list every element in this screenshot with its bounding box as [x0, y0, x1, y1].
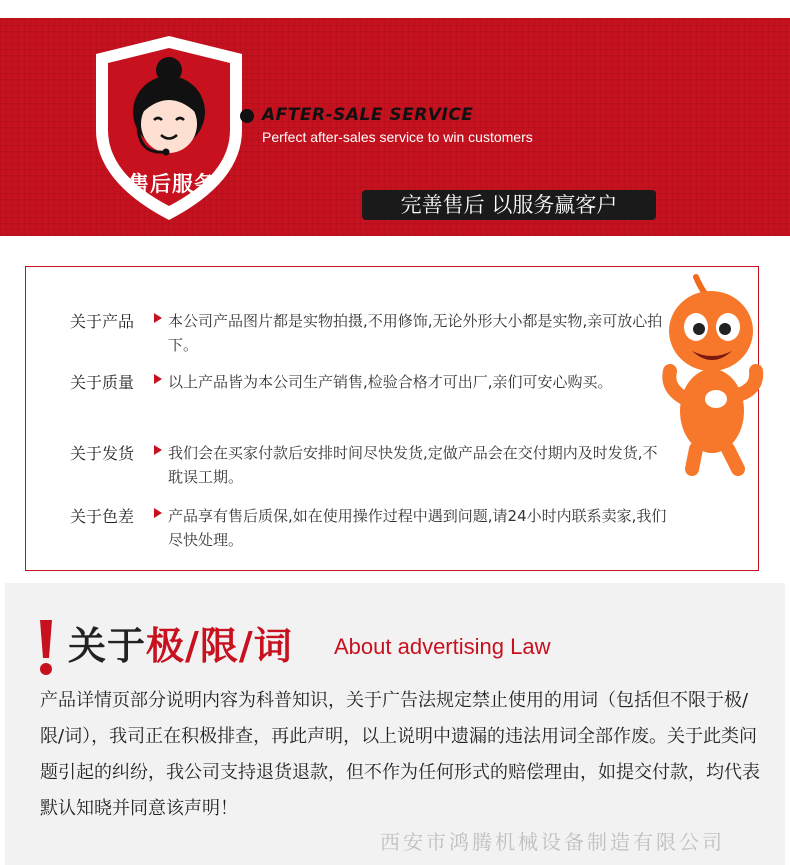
arrow-right-icon [154, 445, 162, 455]
info-label: 关于发货 [70, 444, 135, 463]
law-title [68, 615, 293, 670]
info-text: 我们会在买家付款后安排时间尽快发货,定做产品会在交付期内及时发货,不耽误工期。 [168, 444, 658, 486]
info-label: 关于质量 [70, 373, 135, 392]
arrow-right-icon [154, 508, 162, 518]
law-title-english: About advertising Law [334, 634, 551, 659]
banner-slogan: 完善售后 以服务赢客户 [362, 190, 656, 220]
service-info-box [25, 266, 759, 571]
law-statement: 产品详情页部分说明内容为科普知识，关于广告法规定禁止使用的用词（包括但不限于极/限/词），我司正在积极排查，再此声明，以上说明中遗漏的违法用词全部作废。关于此类问题引起的纠纷，我公司支持退货退款，但不作为任何形式的赔偿理由，如提交付款，均代表默认知晓并同意该声明！ [40, 690, 760, 819]
after-sale-banner [0, 18, 790, 236]
info-text: 以上产品皆为本公司生产销售,检验合格才可出厂,亲们可安心购买。 [168, 373, 613, 391]
bullet-dot-icon [240, 109, 254, 123]
info-text: 产品享有售后质保,如在使用操作过程中遇到问题,请24小时内联系卖家,我们尽快处理。 [168, 507, 667, 549]
info-text: 本公司产品图片都是实物拍摄,不用修饰,无论外形大小都是实物,亲可放心拍下。 [168, 312, 663, 354]
company-watermark: 西安市鸿腾机械设备制造有限公司 [380, 830, 725, 854]
mascot-icon [656, 271, 766, 476]
arrow-right-icon [154, 313, 162, 323]
info-label: 关于产品 [70, 312, 135, 331]
banner-title: AFTER-SALE SERVICE [262, 105, 474, 125]
banner-subtitle: Perfect after-sales service to win customers [262, 129, 533, 145]
after-sale-badge-label: 售后服务 [128, 172, 216, 196]
info-label: 关于色差 [70, 507, 135, 526]
law-title-highlight: 极/限/词 [146, 624, 293, 668]
exclamation-icon [38, 618, 54, 676]
arrow-right-icon [154, 374, 162, 384]
law-title-prefix: 关于 [68, 624, 147, 668]
